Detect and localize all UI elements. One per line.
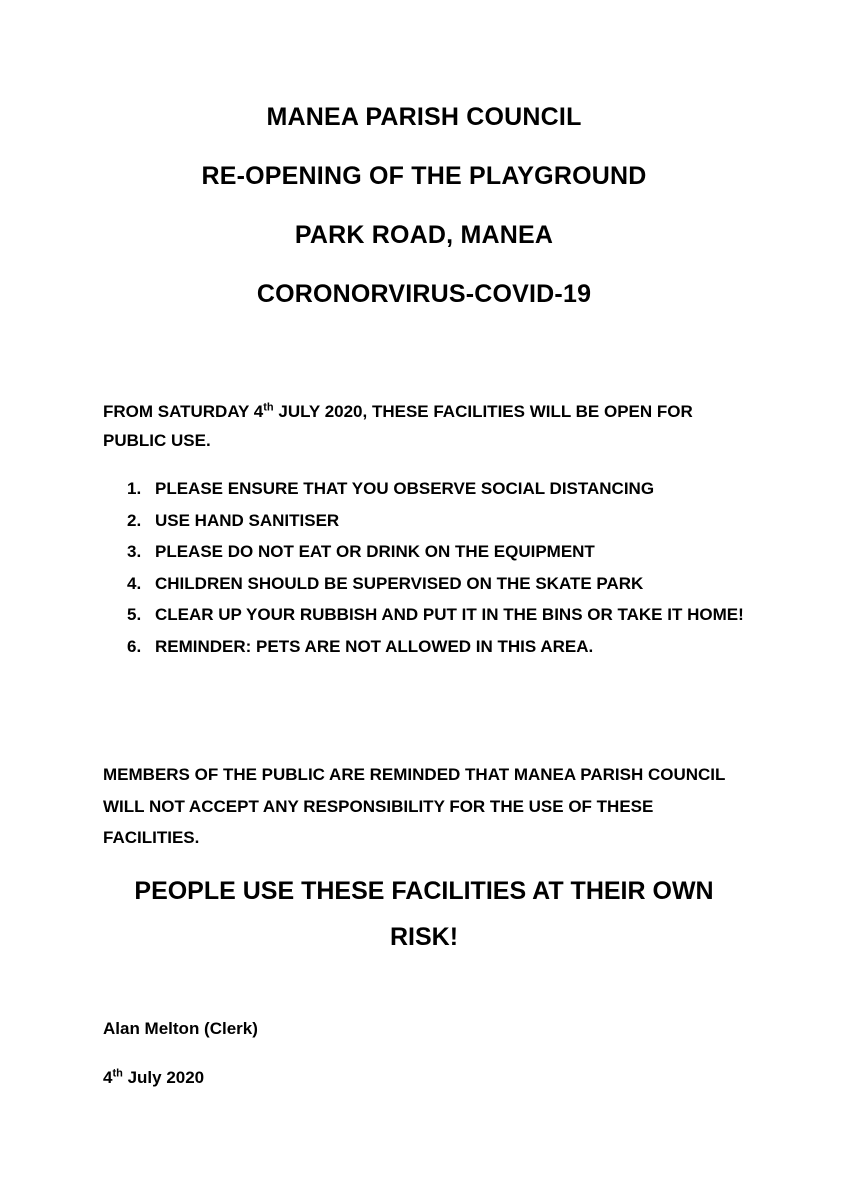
- list-item: [127, 631, 767, 663]
- rule-number: 6.: [127, 636, 142, 656]
- list-item: [127, 473, 767, 505]
- list-item: [127, 505, 767, 537]
- date-ordinal-suffix: th: [112, 1067, 123, 1080]
- rule-number: 5.: [127, 605, 142, 624]
- covid-heading: CORONORVIRUS-COVID-19: [256, 280, 592, 308]
- council-name-heading: MANEA PARISH COUNCIL: [266, 103, 582, 131]
- rule-number: 4.: [127, 573, 142, 593]
- date-day: 4: [103, 1068, 113, 1087]
- rule-number: 2.: [127, 510, 142, 530]
- list-item: [127, 568, 767, 600]
- intro-text-start: FROM SATURDAY 4: [103, 402, 264, 421]
- risk-warning-line-2: RISK!: [389, 923, 459, 951]
- rule-text: REMINDER: PETS ARE NOT ALLOWED IN THIS AREA.: [155, 636, 594, 656]
- responsibility-notice: MEMBERS OF THE PUBLIC ARE REMINDED THAT MANEA PARISH COUNCIL WILL NOT ACCEPT ANY RESPONSIBILITY FOR THE USE OF THESE FACILITIES.: [103, 765, 726, 847]
- rule-text: CLEAR UP YOUR RUBBISH AND PUT IT IN THE BINS OR TAKE IT HOME!: [155, 605, 744, 624]
- reopening-heading: RE-OPENING OF THE PLAYGROUND: [201, 162, 647, 190]
- intro-text-end: JULY 2020, THESE FACILITIES WILL BE OPEN FOR PUBLIC USE.: [103, 402, 693, 450]
- title-block: [0, 102, 848, 338]
- notice-date: [103, 1063, 204, 1093]
- intro-ordinal-suffix: th: [263, 401, 274, 414]
- date-month-year: July 2020: [122, 1068, 205, 1087]
- risk-warning-line-1: PEOPLE USE THESE FACILITIES AT THEIR OWN: [134, 877, 714, 905]
- rule-text: PLEASE DO NOT EAT OR DRINK ON THE EQUIPMENT: [155, 542, 595, 561]
- rule-text: USE HAND SANITISER: [155, 510, 340, 530]
- rule-number: 3.: [127, 542, 142, 561]
- rule-text: PLEASE ENSURE THAT YOU OBSERVE SOCIAL DISTANCING: [155, 479, 655, 498]
- rule-number: 1.: [127, 479, 142, 498]
- intro-paragraph: [103, 397, 743, 455]
- list-item: [127, 599, 767, 631]
- clerk-signature: Alan Melton (Clerk): [103, 1019, 258, 1038]
- rule-text: CHILDREN SHOULD BE SUPERVISED ON THE SKATE PARK: [155, 573, 644, 593]
- list-item: [127, 536, 767, 568]
- rules-list: [127, 473, 767, 662]
- risk-warning: [0, 868, 848, 960]
- location-heading: PARK ROAD, MANEA: [294, 221, 554, 249]
